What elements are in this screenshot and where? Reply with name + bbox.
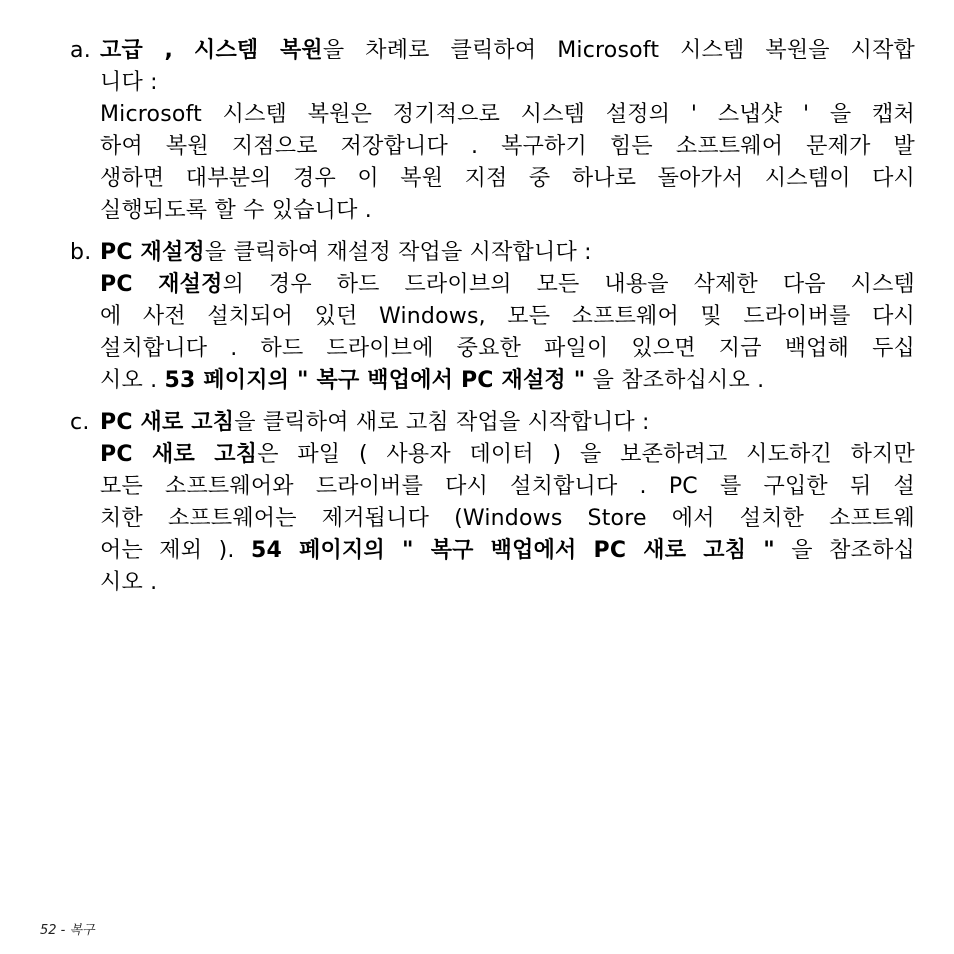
- item-heading-line: 니다 :: [100, 70, 158, 95]
- body-line: 치한 소프트웨어는 제거됩니다 (Windows Store 에서 설치한 소프트웨: [100, 506, 915, 531]
- body-line: 실행되도록 할 수 있습니다 .: [100, 198, 372, 223]
- list-item-a: [70, 35, 915, 227]
- bold-term: PC 새로 고침: [100, 442, 258, 467]
- item-marker: b.: [70, 240, 92, 265]
- heading-text: 을 클릭하여 재설정 작업을 시작합니다 :: [204, 240, 592, 265]
- body-line: PC 재설정의 경우 하드 드라이브의 모든 내용을 삭제한 다음 시스템: [100, 272, 915, 297]
- heading-text: 을 차례로 클릭하여 Microsoft 시스템 복원을 시작합: [322, 38, 916, 63]
- bold-term: PC 새로 고침: [100, 410, 235, 435]
- body-line: 시오 . 53 페이지의 " 복구 백업에서 PC 재설정 " 을 참조하십시오 .: [100, 368, 765, 393]
- item-marker: c.: [70, 410, 90, 435]
- heading-text: 을 클릭하여 새로 고침 작업을 시작합니다 :: [234, 410, 650, 435]
- list-item-c: [70, 407, 915, 599]
- list-item-b: [70, 237, 915, 397]
- bold-term: PC 재설정: [100, 272, 223, 297]
- body-line: 하여 복원 지점으로 저장합니다 . 복구하기 힘든 소프트웨어 문제가 발: [100, 134, 915, 159]
- body-line: PC 새로 고침은 파일 ( 사용자 데이터 ) 을 보존하려고 시도하긴 하지만: [100, 442, 915, 467]
- item-heading-line: [100, 35, 915, 67]
- body-line: 어는 제외 ). 54 페이지의 " 복구 백업에서 PC 새로 고침 " 을 참조하십: [100, 538, 915, 563]
- item-marker: a.: [70, 38, 92, 63]
- body-line: Microsoft 시스템 복원은 정기적으로 시스템 설정의 ' 스냅샷 ' 을 캡처: [100, 102, 915, 127]
- cross-reference: 53 페이지의 " 복구 백업에서 PC 재설정 ": [164, 368, 586, 393]
- instruction-list: [70, 35, 915, 609]
- body-line: 설치합니다 . 하드 드라이브에 중요한 파일이 있으면 지금 백업해 두십: [100, 336, 915, 361]
- cross-reference: 54 페이지의 " 복구 백업에서 PC 새로 고침 ": [251, 538, 775, 563]
- item-heading-line: [100, 407, 915, 439]
- bold-term: 시스템 복원: [194, 38, 323, 63]
- bold-term: PC 재설정: [100, 240, 205, 265]
- page-footer: 52 - 복구: [40, 923, 95, 938]
- body-line: 시오 .: [100, 570, 158, 595]
- item-heading-line: [100, 237, 915, 269]
- body-line: 에 사전 설치되어 있던 Windows, 모든 소프트웨어 및 드라이버를 다시: [100, 304, 915, 329]
- body-line: 모든 소프트웨어와 드라이버를 다시 설치합니다 . PC 를 구입한 뒤 설: [100, 474, 915, 499]
- body-line: 생하면 대부분의 경우 이 복원 지점 중 하나로 돌아가서 시스템이 다시: [100, 166, 915, 191]
- bold-term: 고급 ,: [100, 38, 174, 63]
